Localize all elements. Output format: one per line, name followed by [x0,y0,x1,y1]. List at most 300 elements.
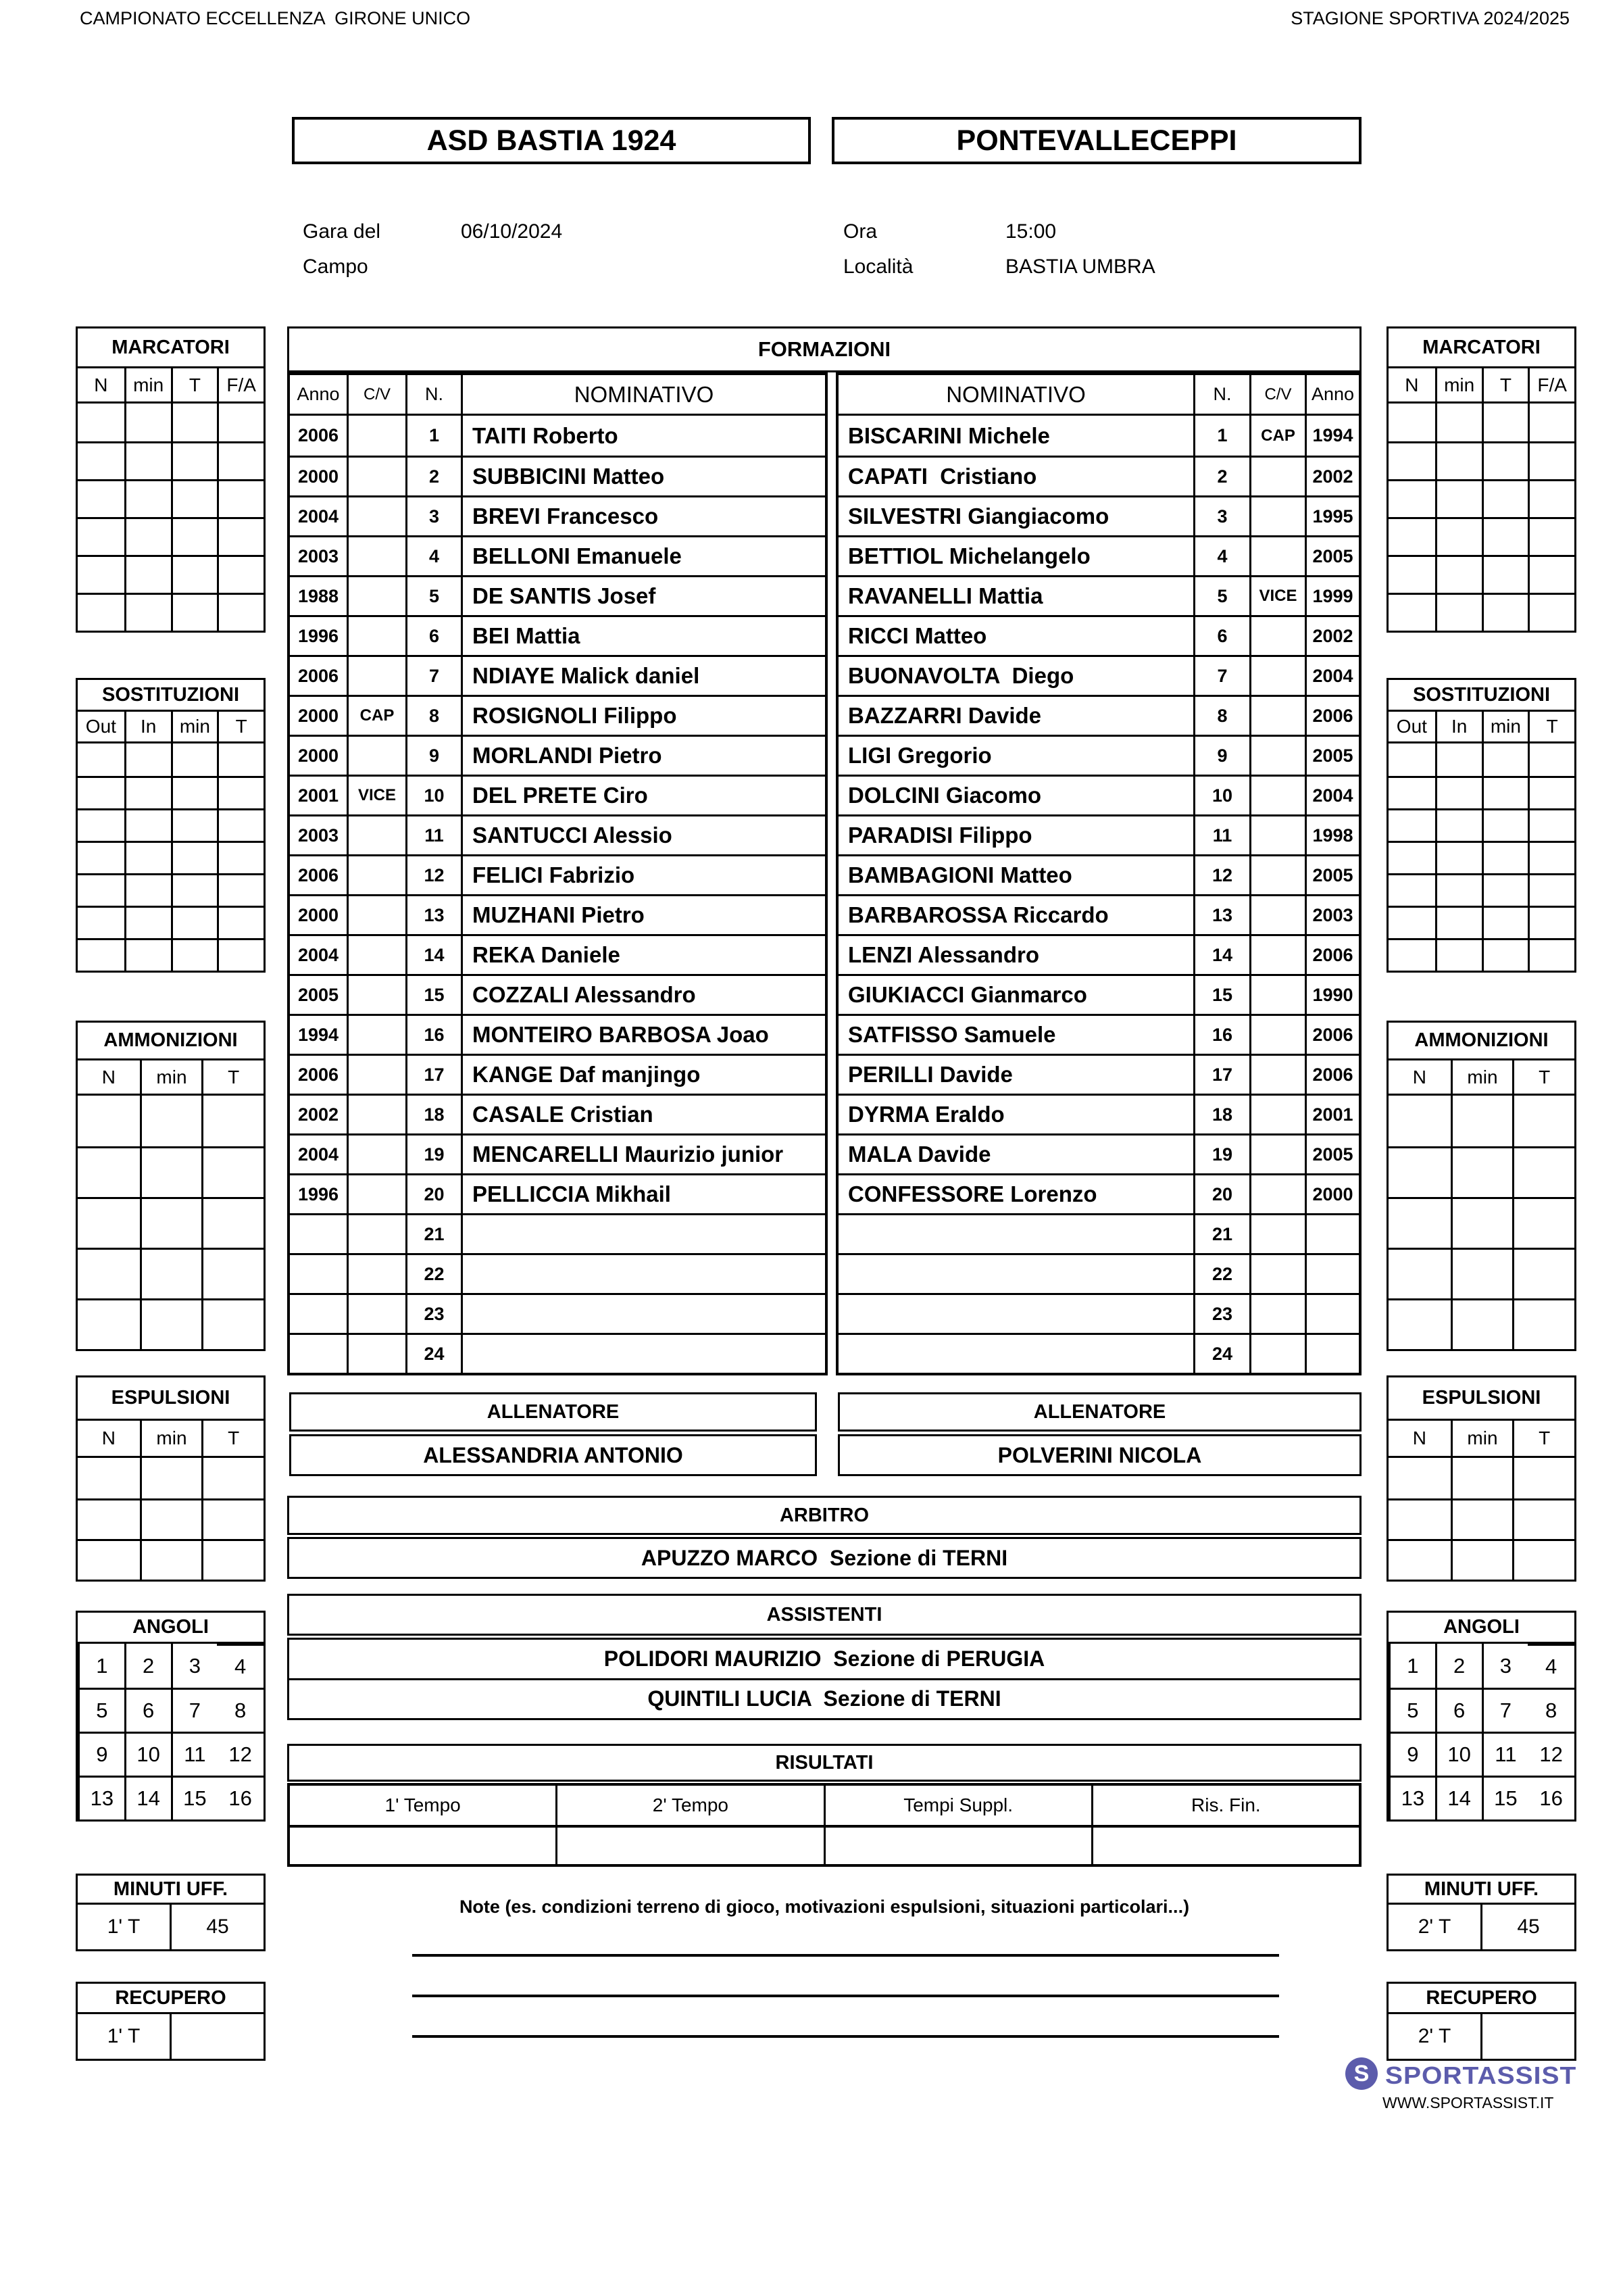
player-name [839,1255,1193,1293]
angoli-away-table [1387,1611,1576,1822]
empty-cell [78,1539,140,1580]
player-number: 6 [1193,617,1249,655]
angolo-cell: 15 [171,1776,218,1819]
recupero-row [1389,2014,1574,2059]
column-header: T [171,368,218,401]
column-header: T [1512,1421,1574,1456]
angolo-cell: 4 [1528,1644,1574,1688]
recupero-away-table [1387,1982,1576,2061]
marcatori-headers [78,368,264,404]
empty-cell [1482,479,1528,517]
player-row [290,1014,825,1054]
angolo-cell: 3 [1482,1644,1528,1688]
player-number: 14 [1193,936,1249,974]
player-number: 8 [405,697,461,735]
empty-cell [78,743,124,776]
player-cv [347,1335,405,1373]
player-anno: 2006 [1305,936,1359,974]
player-cv [347,458,405,495]
risultato-1t [290,1828,555,1864]
angoli-title: ANGOLI [78,1613,264,1644]
player-number: 4 [1193,537,1249,575]
empty-cell [1512,1248,1574,1298]
player-row [290,735,825,775]
ammonizioni-headers [1389,1060,1574,1096]
allenatore-away-title: ALLENATORE [838,1392,1362,1432]
assistenti-box [287,1638,1362,1720]
empty-cell [124,938,171,971]
angoli-home-table [76,1611,266,1822]
empty-cell [1528,841,1574,873]
empty-cell [217,841,264,873]
minuti-uff-row [78,1905,264,1949]
empty-cell [1482,404,1528,441]
player-anno: 2000 [297,705,339,726]
ammonizioni-title: AMMONIZIONI [1389,1023,1574,1060]
empty-cell [124,743,171,776]
player-row [839,814,1359,854]
empty-cell [78,776,124,808]
empty-cell [140,1498,202,1539]
sostituzioni-cells [78,743,264,971]
player-row [290,575,825,615]
column-header: F/A [217,368,264,401]
column-header: min [124,368,171,401]
player-row [839,1173,1359,1213]
note-line [412,2035,1279,2038]
player-cv [347,1175,405,1213]
empty-cell [1389,479,1435,517]
empty-cell [78,1197,140,1248]
player-cv [1249,976,1305,1014]
empty-cell [1512,1298,1574,1349]
player-cv [347,657,405,695]
player-row [290,814,825,854]
player-number: 15 [1193,976,1249,1014]
player-anno: 1996 [297,625,339,646]
empty-cell [1389,1458,1451,1498]
player-anno: 2000 [297,466,339,487]
assistente-1: POLIDORI MAURIZIO Sezione di PERUGIA [603,1646,1045,1671]
empty-cell [124,841,171,873]
empty-cell [201,1096,264,1146]
empty-cell [1451,1458,1513,1498]
player-name: COZZALI Alessandro [461,976,825,1014]
empty-cell [1528,404,1574,441]
roster-away-body [839,416,1359,1373]
player-cv [1249,497,1305,535]
empty-cell [1451,1539,1513,1580]
empty-cell [171,517,218,555]
empty-cell [1389,1096,1451,1146]
campo-label: Campo [303,255,368,278]
empty-cell [124,593,171,631]
roster-away [836,372,1362,1375]
column-header: T [201,1421,264,1456]
angolo-cell: 1 [78,1644,124,1688]
player-anno: 2005 [1305,856,1359,894]
player-name: BAZZARRI Davide [848,703,1042,728]
column-header: min [1435,368,1482,401]
player-name [461,1255,825,1293]
empty-cell [1528,938,1574,971]
empty-cell [1528,517,1574,555]
player-number: 23 [1193,1295,1249,1333]
angoli-cells [78,1644,264,1819]
empty-cell [1482,906,1528,938]
empty-cell [78,517,124,555]
player-cv [1249,537,1305,575]
ammonizioni-headers [78,1060,264,1096]
espulsioni-headers [1389,1421,1574,1458]
empty-cell [1435,873,1482,906]
risultati-header: Tempi Suppl. [824,1786,1091,1825]
player-anno [290,1295,347,1333]
player-name: BISCARINI Michele [848,422,1050,448]
column-header: T [1512,1060,1574,1094]
recupero-title: RECUPERO [1389,1984,1574,2014]
player-anno: 2001 [297,785,339,806]
empty-cell [78,808,124,841]
espulsioni-cells [1389,1458,1574,1580]
empty-cell [124,555,171,593]
player-row [290,416,825,456]
player-row [839,974,1359,1014]
player-cv [1249,1295,1305,1333]
player-name: SATFISSO Samuele [848,1022,1056,1047]
angoli-cells [1389,1644,1574,1819]
player-cv [1249,1255,1305,1293]
player-cv [1249,896,1305,934]
player-name [461,1295,825,1333]
player-cv [1249,617,1305,655]
player-cv [347,856,405,894]
column-header: In [1435,712,1482,741]
empty-cell [1389,1298,1451,1349]
player-anno: 2006 [1305,1056,1359,1094]
angolo-cell: 16 [1528,1776,1574,1819]
empty-cell [1451,1248,1513,1298]
player-number: 11 [1193,816,1249,854]
empty-cell [1528,808,1574,841]
column-header: N [1412,1066,1426,1088]
empty-cell [1451,1498,1513,1539]
away-team-box [832,117,1362,164]
player-name [839,1335,1193,1373]
column-header: T [217,712,264,741]
empty-cell [1389,1498,1451,1539]
player-cv [1249,1335,1305,1373]
player-row [290,1333,825,1373]
player-number: 5 [1193,577,1249,615]
empty-cell [1389,441,1435,479]
espulsioni-title: ESPULSIONI [1389,1377,1574,1421]
player-row [290,1293,825,1333]
angolo-cell: 10 [1435,1732,1482,1776]
empty-cell [1389,841,1435,873]
empty-cell [78,1498,140,1539]
player-row [290,1054,825,1094]
player-anno [1305,1255,1359,1293]
player-name: SANTUCCI Alessio [461,816,825,854]
empty-cell [124,479,171,517]
player-anno: 1994 [297,1024,339,1045]
empty-cell [1389,906,1435,938]
empty-cell [1389,743,1435,776]
angolo-cell: 5 [78,1688,124,1732]
player-name: BAMBAGIONI Matteo [848,862,1072,887]
player-number: 14 [405,936,461,974]
sportassist-logo-text: SPORTASSIST [1385,2062,1577,2090]
player-number: 10 [405,777,461,814]
minuti-uff-value: 45 [170,1905,264,1949]
empty-cell [171,555,218,593]
empty-cell [78,441,124,479]
minuti-uff-row [1389,1905,1574,1949]
player-name [839,1295,1193,1333]
empty-cell [201,1197,264,1248]
home-team-name: ASD BASTIA 1924 [426,124,676,157]
player-row [839,535,1359,575]
recupero-value [170,2014,264,2059]
player-cv [1249,737,1305,775]
player-number: 19 [405,1135,461,1173]
player-row [839,854,1359,894]
player-row [839,894,1359,934]
marcatori-headers [1389,368,1574,404]
note-line [412,1954,1279,1957]
player-row [839,575,1359,615]
espulsioni-away-table [1387,1375,1576,1582]
player-cv [1249,697,1305,735]
player-row [290,535,825,575]
player-anno: 2006 [297,665,339,686]
player-name: RICCI Matteo [848,623,987,648]
player-name: NDIAYE Malick daniel [461,657,825,695]
col-header-nominativo: NOMINATIVO [946,381,1086,407]
player-number: 16 [1193,1016,1249,1054]
empty-cell [124,808,171,841]
empty-cell [217,441,264,479]
empty-cell [1389,404,1435,441]
player-number: 7 [405,657,461,695]
empty-cell [1435,555,1482,593]
player-cv [347,1255,405,1293]
player-name: BEI Mattia [461,617,825,655]
angolo-cell: 2 [1435,1644,1482,1688]
empty-cell [201,1539,264,1580]
empty-cell [1482,743,1528,776]
player-number: 22 [405,1255,461,1293]
arbitro-name: APUZZO MARCO Sezione di TERNI [287,1537,1362,1579]
player-number: 12 [405,856,461,894]
player-name: CAPATI Cristiano [848,464,1037,489]
empty-cell [1435,938,1482,971]
player-name: DEL PRETE Ciro [461,777,825,814]
angolo-cell: 9 [78,1732,124,1776]
player-row [839,934,1359,974]
ammonizioni-home-table [76,1021,266,1351]
empty-cell [78,1248,140,1298]
empty-cell [217,743,264,776]
column-header: In [124,712,171,741]
player-name: DYRMA Eraldo [848,1102,1005,1127]
empty-cell [1389,938,1435,971]
ammonizioni-cells [78,1096,264,1349]
player-number: 6 [405,617,461,655]
player-row [839,1014,1359,1054]
col-header-nominativo: NOMINATIVO [461,375,825,414]
empty-cell [1389,1248,1451,1298]
column-header: N [1412,1427,1426,1448]
espulsioni-home-table [76,1375,266,1582]
player-anno: 2006 [1305,1016,1359,1054]
empty-cell [217,938,264,971]
marcatori-title: MARCATORI [1389,328,1574,368]
player-cv [1249,458,1305,495]
player-cv [1249,936,1305,974]
player-number: 12 [1193,856,1249,894]
empty-cell [1482,517,1528,555]
empty-cell [1435,404,1482,441]
player-row [839,1333,1359,1373]
player-anno [290,1215,347,1253]
empty-cell [1512,1197,1574,1248]
player-anno [1305,1295,1359,1333]
empty-cell [78,593,124,631]
player-cv [1249,1135,1305,1173]
player-row [290,934,825,974]
player-anno [1305,1335,1359,1373]
player-anno: 2005 [1305,537,1359,575]
player-cv [347,497,405,535]
player-number: 23 [405,1295,461,1333]
player-anno: 2006 [297,864,339,885]
note-line [412,1995,1279,1997]
sostituzioni-headers [78,712,264,743]
player-number: 16 [405,1016,461,1054]
empty-cell [171,906,218,938]
empty-cell [1389,555,1435,593]
angolo-cell: 11 [171,1732,218,1776]
player-anno: 2003 [297,545,339,566]
empty-cell [1435,776,1482,808]
empty-cell [1482,873,1528,906]
player-number: 10 [1193,777,1249,814]
empty-cell [1451,1298,1513,1349]
player-name [461,1215,825,1253]
player-cv [347,816,405,854]
player-anno: 1990 [1305,976,1359,1014]
angolo-cell: 14 [124,1776,171,1819]
player-number: 22 [1193,1255,1249,1293]
empty-cell [201,1458,264,1498]
player-cv: VICE [1249,577,1305,615]
player-number: 5 [405,577,461,615]
roster-home-header [290,375,825,416]
empty-cell [1482,441,1528,479]
col-header-cv: C/V [347,375,405,414]
empty-cell [78,841,124,873]
minuti-uff-away-table [1387,1874,1576,1951]
player-name: MALA Davide [848,1142,991,1167]
ammonizioni-away-table [1387,1021,1576,1351]
minuti-uff-value: 45 [1480,1905,1574,1949]
player-cv [1249,856,1305,894]
player-anno: 2005 [1305,1135,1359,1173]
player-cv [347,976,405,1014]
empty-cell [1512,1539,1574,1580]
risultati-header-row [290,1786,1359,1828]
empty-cell [1512,1458,1574,1498]
player-anno: 2006 [1305,697,1359,735]
empty-cell [217,517,264,555]
roster-away-header [839,375,1359,416]
player-name: CONFESSORE Lorenzo [848,1181,1097,1206]
empty-cell [1528,593,1574,631]
empty-cell [140,1458,202,1498]
player-name [461,1335,825,1373]
ammonizioni-title: AMMONIZIONI [78,1023,264,1060]
player-anno: 2002 [1305,617,1359,655]
minuti-uff-label: 1' T [107,1915,141,1938]
empty-cell [1435,906,1482,938]
player-row [290,775,825,814]
column-header: min [1451,1060,1513,1094]
player-number: 7 [1193,657,1249,695]
empty-cell [1435,743,1482,776]
player-row [839,1054,1359,1094]
empty-cell [201,1298,264,1349]
marcatori-cells [1389,404,1574,631]
player-anno [1305,1215,1359,1253]
empty-cell [124,517,171,555]
player-row [290,495,825,535]
player-number: 17 [405,1056,461,1094]
player-row [839,655,1359,695]
player-row [839,735,1359,775]
player-number: 2 [1193,458,1249,495]
player-row [839,456,1359,495]
empty-cell [171,479,218,517]
player-number: 13 [1193,896,1249,934]
player-name: MONTEIRO BARBOSA Joao [461,1016,825,1054]
player-number: 21 [1193,1215,1249,1253]
column-header: N [101,1427,116,1448]
player-name: SILVESTRI Giangiacomo [848,504,1109,529]
player-name: BETTIOL Michelangelo [848,543,1091,568]
angolo-cell: 7 [1482,1688,1528,1732]
player-anno: 2005 [297,984,339,1005]
recupero-title: RECUPERO [78,1984,264,2014]
player-anno: 1999 [1305,577,1359,615]
empty-cell [1528,873,1574,906]
minuti-uff-title: MINUTI UFF. [1389,1876,1574,1905]
empty-cell [171,441,218,479]
angolo-cell: 13 [1389,1776,1435,1819]
empty-cell [1482,808,1528,841]
sostituzioni-cells [1389,743,1574,971]
localita-value: BASTIA UMBRA [1005,255,1155,278]
player-anno: 2006 [297,1064,339,1085]
empty-cell [140,1539,202,1580]
angolo-cell: 14 [1435,1776,1482,1819]
player-cv: CAP [1249,416,1305,456]
player-row [839,1133,1359,1173]
column-header: Out [1396,716,1427,737]
player-number: 9 [1193,737,1249,775]
roster-home-body [290,416,825,1373]
